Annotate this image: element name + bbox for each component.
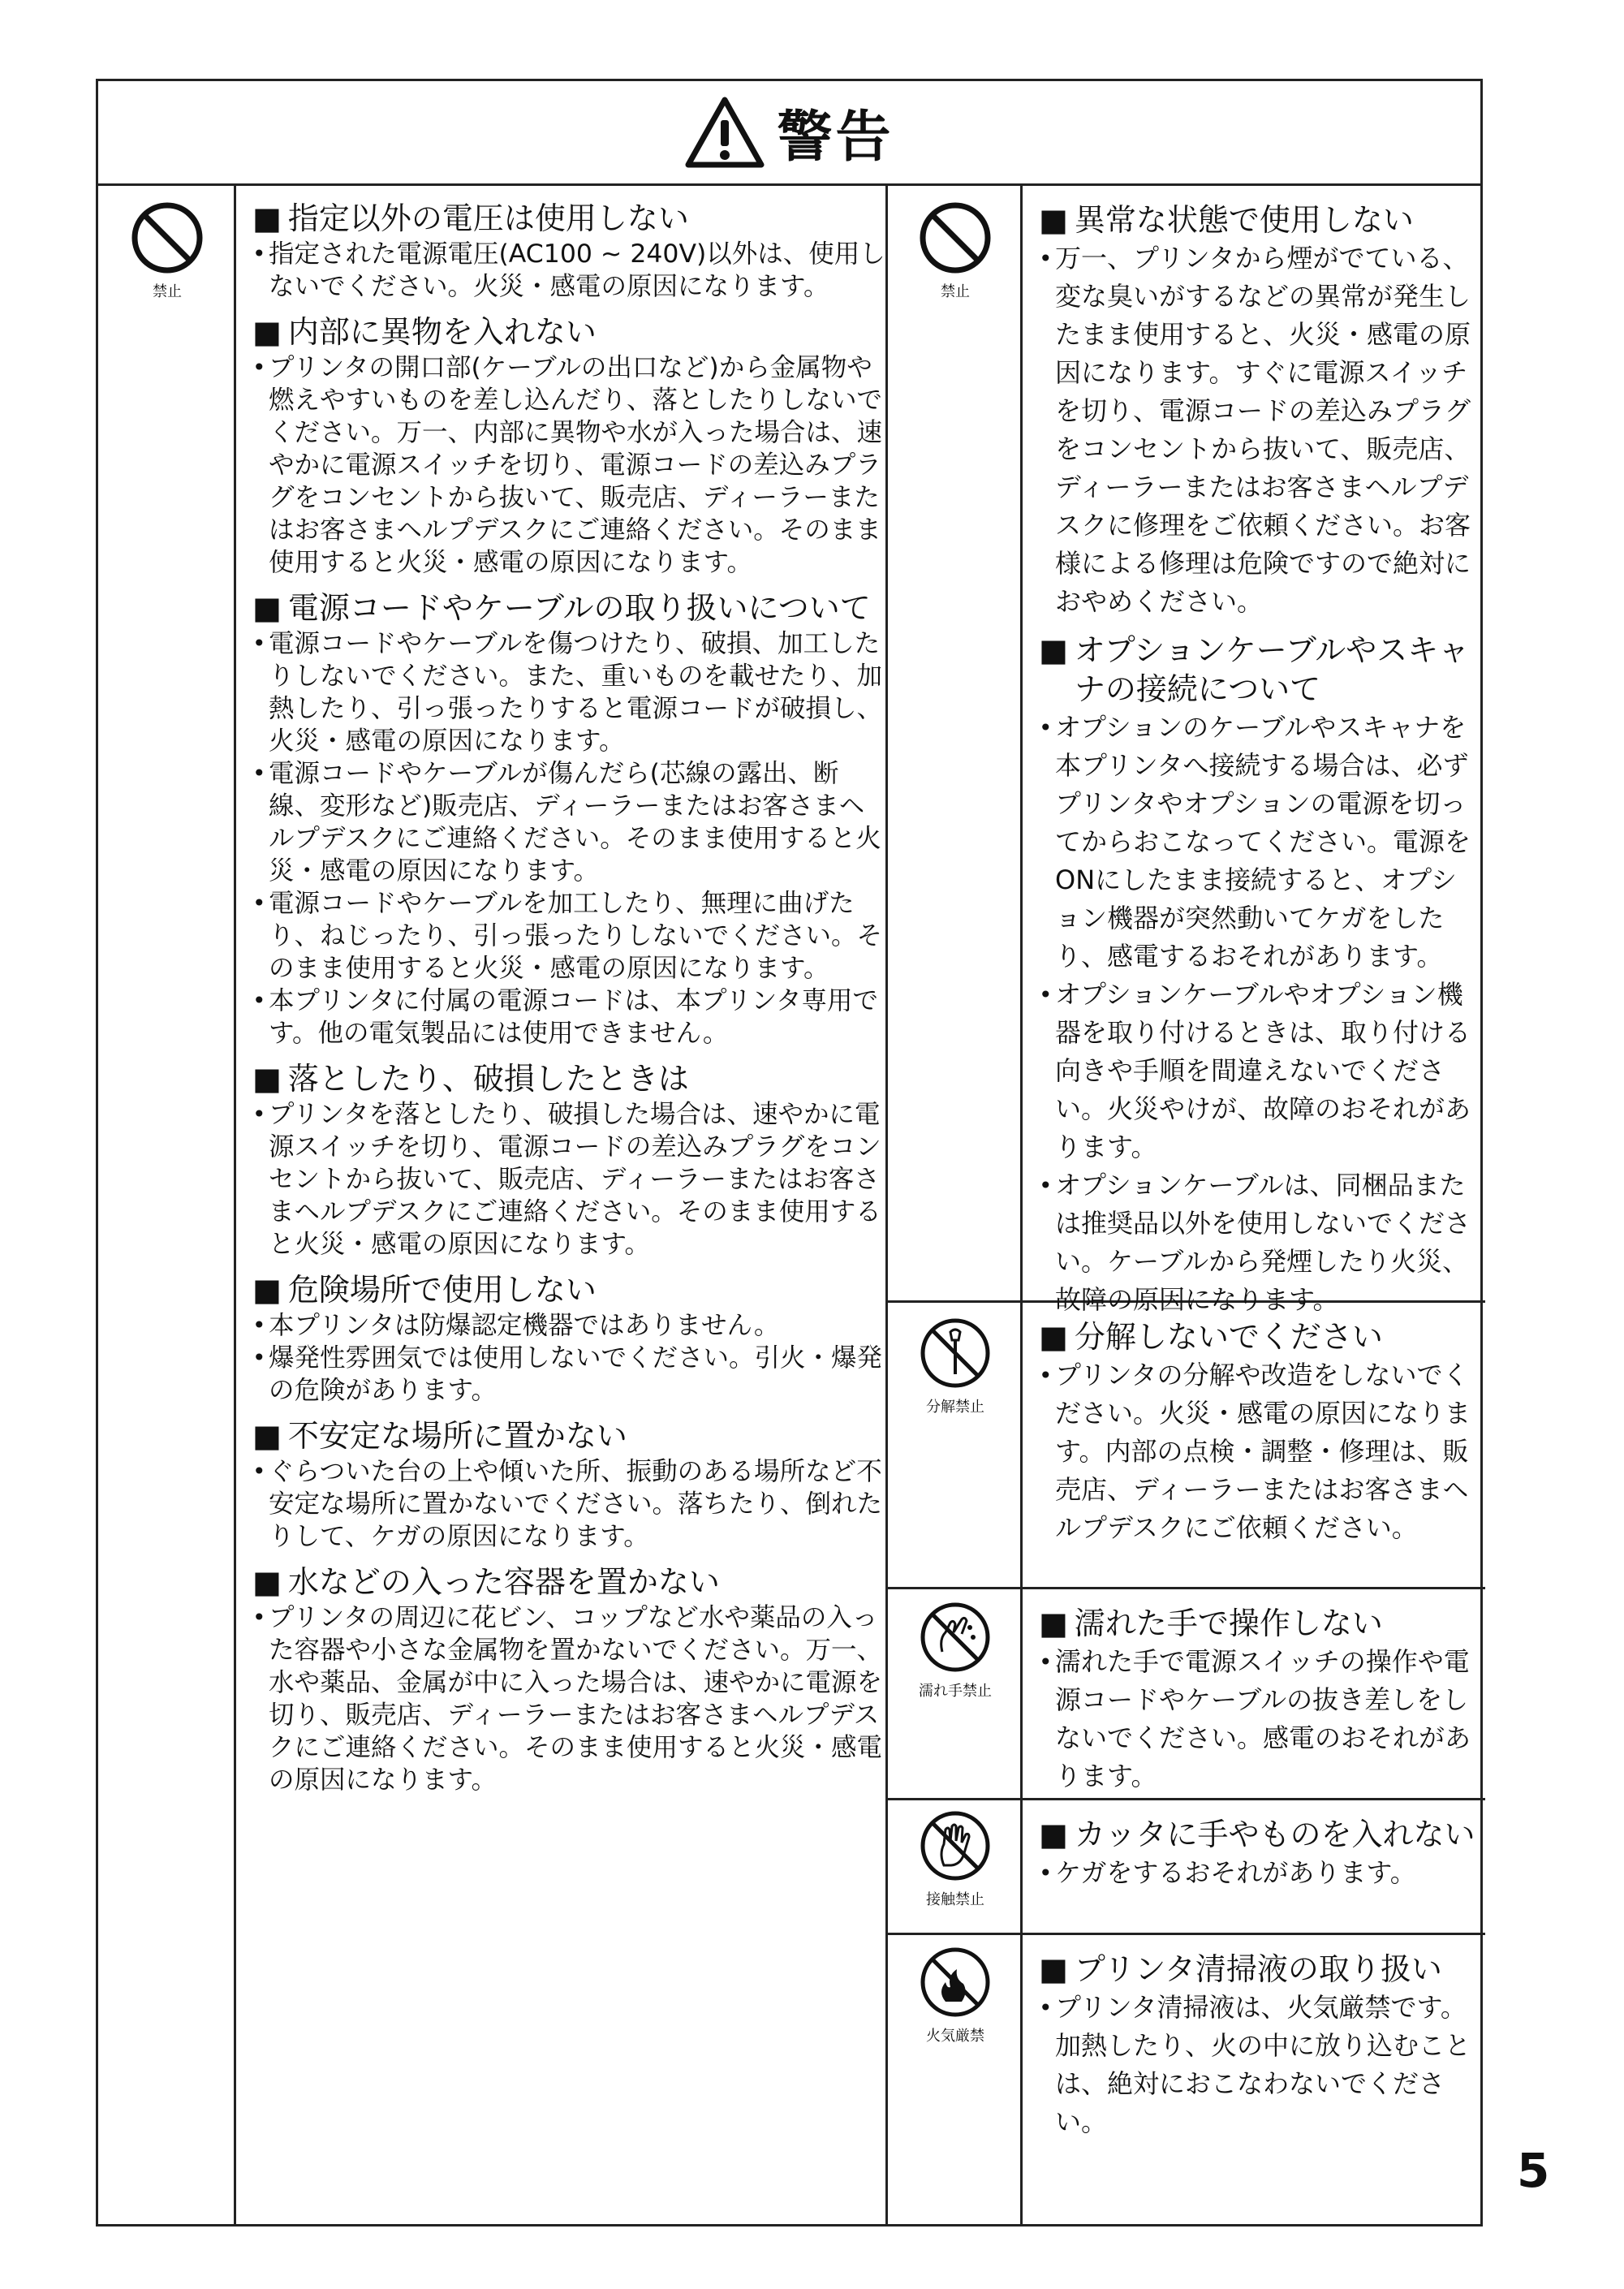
- section-heading: 濡れた手で操作しない: [1074, 1606, 1383, 1641]
- square-bullet-icon: ■: [252, 314, 282, 350]
- no-wet-hands-icon: [918, 1600, 993, 1675]
- icon-label-disassembly: 分解禁止: [926, 1399, 984, 1416]
- icon-label-contact: 接触禁止: [926, 1891, 984, 1908]
- right-block-abnormal-and-options: [1023, 186, 1482, 1329]
- section-heading: 危険場所で使用しない: [287, 1272, 597, 1308]
- list-item: • 爆発性雰囲気では使用しないでください。引火・爆発の危険があります。: [252, 1342, 885, 1407]
- prohibition-icon: [130, 200, 205, 275]
- list-item: • プリンタ清掃液は、火気厳禁です。加熱したり、火の中に放り込むことは、絶対におこなわないでください。: [1039, 1989, 1482, 2141]
- list-item: • プリンタの分解や改造をしないでください。火災・感電の原因になります。内部の点検・調整・修理は、販売店、ディーラーまたはお客さまヘルプデスクにご依頼ください。: [1039, 1356, 1482, 1547]
- icon-cell-wet-hands: [888, 1600, 1023, 1701]
- right-block-cutter: [1023, 1800, 1482, 1902]
- icon-cell-prohibit-right: [888, 200, 1023, 301]
- square-bullet-icon: ■: [252, 590, 282, 626]
- section-heading: 分解しないでください: [1074, 1319, 1383, 1355]
- section-heading: 不安定な場所に置かない: [287, 1418, 627, 1454]
- square-bullet-icon: ■: [1039, 1951, 1068, 1987]
- section-unstable-place: [252, 1416, 885, 1553]
- section-options: [1039, 631, 1482, 1319]
- section-wet-hands: [1039, 1604, 1482, 1795]
- icon-cell-disassembly: [888, 1316, 1023, 1416]
- no-disassembly-icon: [918, 1316, 993, 1390]
- warning-title: 警告: [777, 105, 894, 170]
- list-item: • プリンタの開口部(ケーブルの出口など)から金属物や燃えやすいものを差し込んだり、落としたりしないでください。万一、内部に異物や水が入った場合は、速やかに電源スイッチを切り、電源コードの差込みプラグをコンセントから抜いて、販売店、ディーラーまたはお客さまヘルプデスクにご連絡ください。そのまま使用すると火災・感電の原因になります。: [252, 351, 885, 579]
- section-heading: カッタに手やものを入れない: [1074, 1817, 1475, 1852]
- warning-header: [98, 81, 1480, 186]
- list-item: • オプションケーブルやオプション機器を取り付けるときは、取り付ける向きや手順を間違えないでください。火災やけが、故障のおそれがあります。: [1039, 976, 1482, 1166]
- square-bullet-icon: ■: [1039, 1817, 1068, 1852]
- page-number: 5: [1517, 2143, 1550, 2198]
- list-item: • 電源コードやケーブルを加工したり、無理に曲げたり、ねじったり、引っ張ったりしないでください。そのまま使用すると火災・感電の原因になります。: [252, 887, 885, 985]
- list-item: • オプションケーブルは、同梱品または推奨品以外を使用しないでください。ケーブルから発煙したり火災、故障の原因になります。: [1039, 1166, 1482, 1319]
- list-item: • ぐらついた台の上や傾いた所、振動のある場所など不安定な場所に置かないでください。落ちたり、倒れたりして、ケガの原因になります。: [252, 1455, 885, 1553]
- list-item: • 万一、プリンタから煙がでている、変な臭いがするなどの異常が発生したまま使用すると、火災・感電の原因になります。すぐに電源スイッチを切り、電源コードの差込みプラグをコンセントから抜いて、販売店、ディーラーまたはお客さまヘルプデスクに修理をご依頼ください。お客様による修理は危険ですので絶対におやめください。: [1039, 239, 1482, 621]
- warning-triangle-icon: [684, 96, 765, 169]
- list-item: • 本プリンタは防爆認定機器ではありません。: [252, 1309, 885, 1342]
- section-heading: オプションケーブルやスキャナの接続について: [1074, 632, 1470, 707]
- icon-label-prohibit: 禁止: [941, 283, 970, 300]
- no-contact-icon: [918, 1808, 993, 1883]
- square-bullet-icon: ■: [252, 200, 282, 236]
- right-block-cleaning-liquid: [1023, 1935, 1482, 2151]
- section-heading: 異常な状態で使用しない: [1074, 202, 1414, 238]
- section-power-cord: [252, 588, 885, 1050]
- warning-frame: [96, 79, 1483, 2226]
- square-bullet-icon: ■: [252, 1272, 282, 1308]
- col-divider-2: [885, 186, 888, 2224]
- section-water-containers: [252, 1563, 885, 1796]
- list-item: • 電源コードやケーブルが傷んだら(芯線の露出、断線、変形など)販売店、ディーラーまたはお客さまヘルプデスクにご連絡ください。そのまま使用すると火災・感電の原因になります。: [252, 757, 885, 887]
- list-item: • 指定された電源電圧(AC100 ~ 240V)以外は、使用しないでください。火災・感電の原因になります。: [252, 238, 885, 303]
- square-bullet-icon: ■: [1039, 1319, 1068, 1355]
- icon-label-wet-hands: 濡れ手禁止: [919, 1683, 992, 1700]
- section-foreign-objects: [252, 313, 885, 579]
- square-bullet-icon: ■: [1039, 1606, 1068, 1641]
- square-bullet-icon: ■: [252, 1418, 282, 1454]
- list-item: • プリンタを落としたり、破損した場合は、速やかに電源スイッチを切り、電源コードの差込みプラグをコンセントから抜いて、販売店、ディーラーまたはお客さまヘルプデスクにご連絡ください。そのまま使用すると火災・感電の原因になります。: [252, 1098, 885, 1261]
- section-heading: 落としたり、破損したときは: [287, 1061, 689, 1097]
- list-item: • ケガをするおそれがあります。: [1039, 1854, 1482, 1892]
- section-dropped: [252, 1059, 885, 1261]
- list-item: • 本プリンタに付属の電源コードは、本プリンタ専用です。他の電気製品には使用できません。: [252, 985, 885, 1050]
- icon-cell-contact: [888, 1808, 1023, 1909]
- section-heading: 水などの入った容器を置かない: [287, 1564, 720, 1600]
- left-column: [236, 186, 885, 1806]
- icon-label-fire: 火気厳禁: [926, 2028, 984, 2045]
- icon-label-prohibit: 禁止: [153, 283, 182, 300]
- list-item: • 電源コードやケーブルを傷つけたり、破損、加工したりしないでください。また、重いものを載せたり、加熱したり、引っ張ったりすると電源コードが破損し、火災・感電の原因になります。: [252, 627, 885, 757]
- icon-cell-prohibit-left: [98, 200, 236, 301]
- section-heading: プリンタ清掃液の取り扱い: [1074, 1951, 1442, 1987]
- section-heading: 電源コードやケーブルの取り扱いについて: [287, 590, 871, 626]
- section-voltage: [252, 199, 885, 303]
- square-bullet-icon: ■: [1039, 632, 1068, 668]
- section-abnormal: [1039, 200, 1482, 621]
- section-cutter: [1039, 1815, 1482, 1892]
- list-item: • プリンタの周辺に花ビン、コップなど水や薬品の入った容器や小さな金属物を置かないでください。万一、水や薬品、金属が中に入った場合は、速やかに電源を切り、販売店、ディーラーまたはお客さまヘルプデスクにご連絡ください。そのまま使用すると火災・感電の原因になります。: [252, 1601, 885, 1796]
- list-item: • オプションのケーブルやスキャナを本プリンタへ接続する場合は、必ずプリンタやオプションの電源を切ってからおこなってください。電源をONにしたまま接続すると、オプション機器が突然動いてケガをしたり、感電するおそれがあります。: [1039, 709, 1482, 976]
- section-cleaning-liquid: [1039, 1950, 1482, 2141]
- section-hazardous-location: [252, 1270, 885, 1407]
- square-bullet-icon: ■: [1039, 202, 1068, 238]
- prohibition-icon: [918, 200, 993, 275]
- section-heading: 指定以外の電圧は使用しない: [287, 200, 689, 236]
- right-block-wet-hands: [1023, 1589, 1482, 1805]
- section-heading: 内部に異物を入れない: [287, 314, 597, 350]
- square-bullet-icon: ■: [252, 1061, 282, 1097]
- right-block-disassembly: [1023, 1303, 1482, 1557]
- section-disassembly: [1039, 1317, 1482, 1547]
- no-fire-icon: [918, 1945, 993, 2020]
- icon-cell-fire: [888, 1945, 1023, 2045]
- square-bullet-icon: ■: [252, 1564, 282, 1600]
- list-item: • 濡れた手で電源スイッチの操作や電源コードやケーブルの抜き差しをしないでください。感電のおそれがあります。: [1039, 1643, 1482, 1795]
